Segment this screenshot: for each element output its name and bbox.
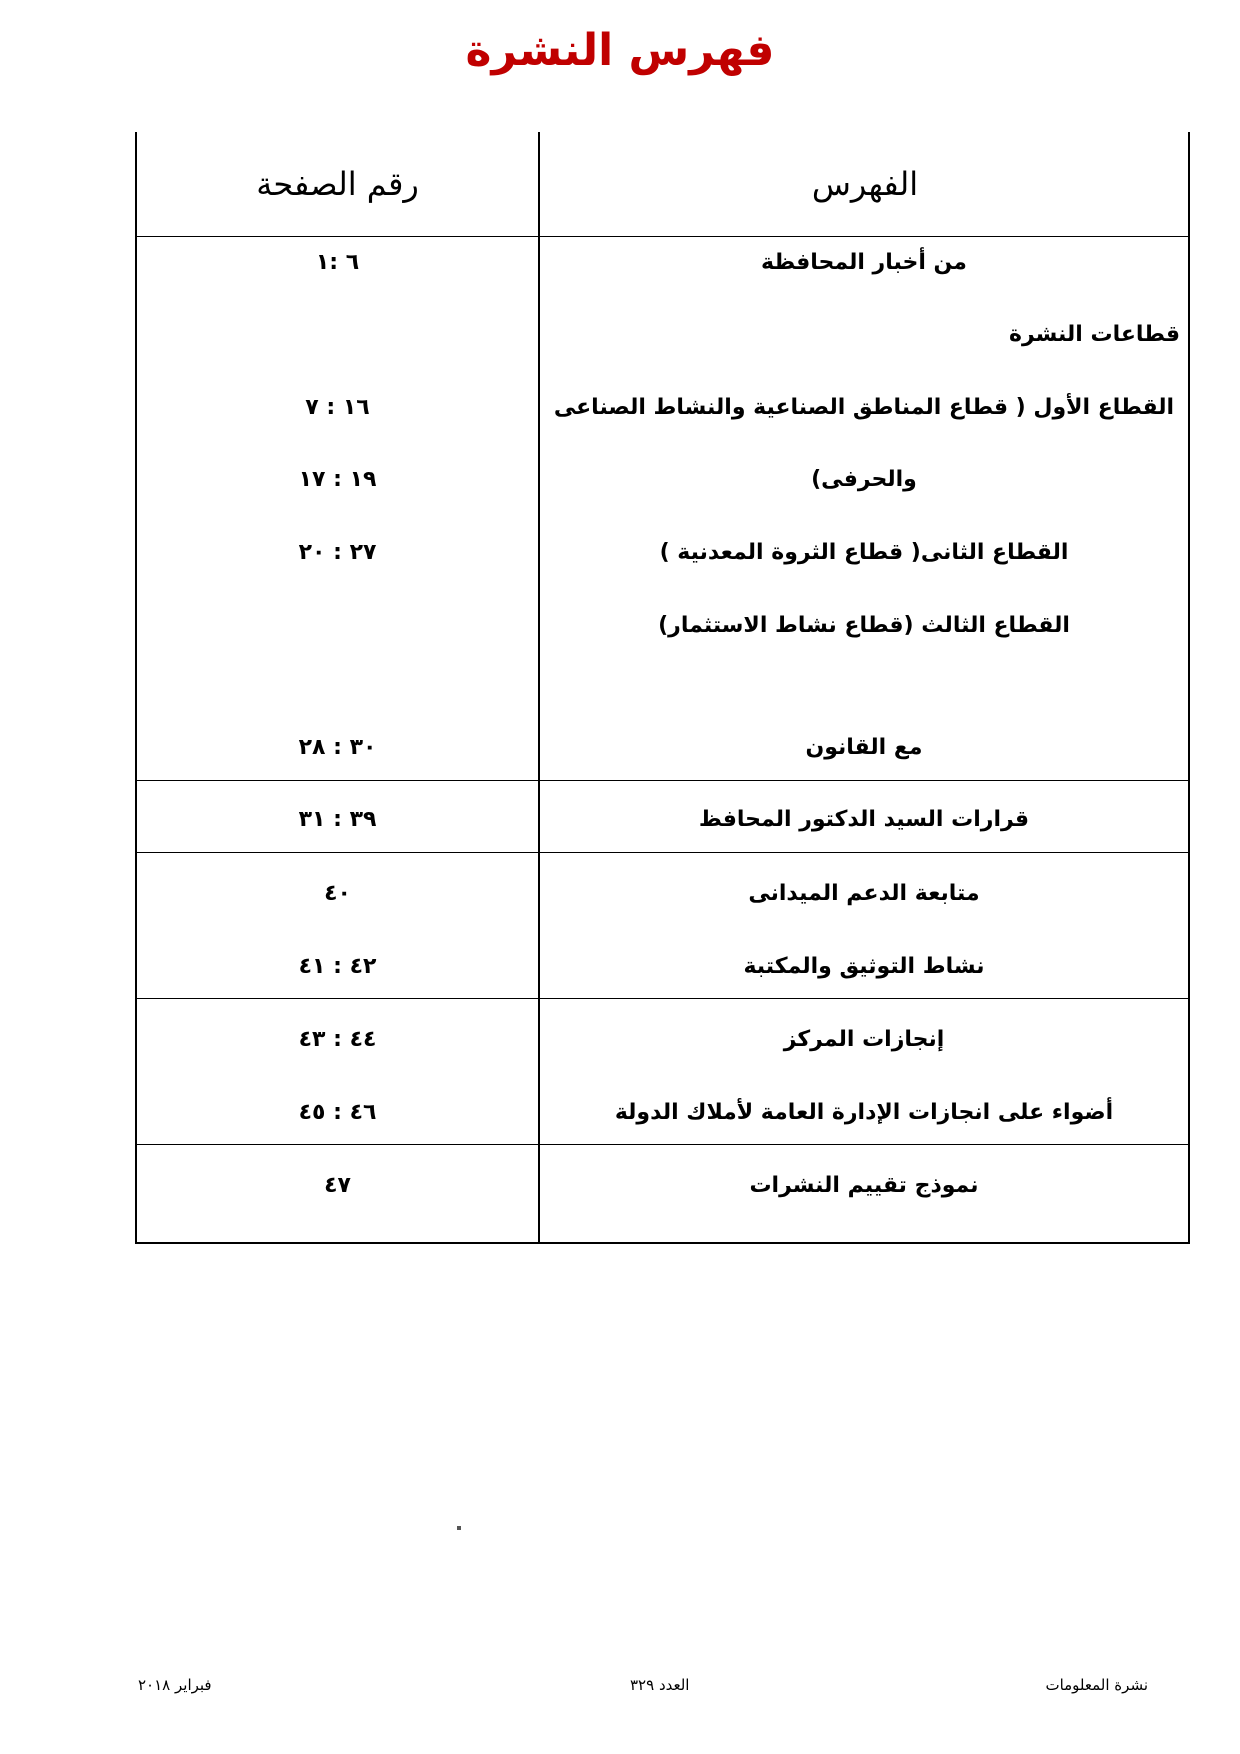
row-pages: ٤٠ [324,881,351,906]
page-title: فهرس النشرة [465,25,775,76]
table-row [137,947,1188,987]
table-row [137,1020,1188,1060]
table-row [137,606,1188,646]
header-page-number: رقم الصفحة [256,165,419,203]
row-pages: ٣٩ : ٣١ [298,807,377,832]
footer-date: فبراير ٢٠١٨ [138,1676,212,1694]
row-title: من أخبار المحافظة [761,250,967,275]
column-divider [538,132,540,1242]
row-title: القطاع الثالث (قطاع نشاط الاستثمار) [658,613,1070,638]
table-row [137,1166,1188,1206]
section-divider [137,1144,1188,1145]
row-pages: ٢٧ : ٢٠ [298,540,377,565]
row-title: القطاع الثانى( قطاع الثروة المعدنية ) [659,540,1069,565]
header-index: الفهرس [811,165,919,203]
row-title: قطاعات النشرة [1009,322,1180,347]
stray-dot [457,1526,461,1530]
row-title: مع القانون [805,735,923,760]
section-divider [137,998,1188,999]
table-row [137,874,1188,914]
row-title: قرارات السيد الدكتور المحافظ [698,807,1030,832]
table-row [137,315,1188,355]
row-title: متابعة الدعم الميدانى [748,881,980,906]
row-pages [137,606,538,646]
row-pages: ٦ :١ [315,250,360,275]
row-pages: ٤٦ : ٤٥ [298,1100,377,1125]
table-row [137,800,1188,840]
table-row [137,388,1188,428]
row-title: القطاع الأول ( قطاع المناطق الصناعية والنشاط الصناعى [553,395,1175,420]
table-row [137,728,1188,768]
footer-publication-name: نشرة المعلومات [1045,1676,1148,1694]
row-title: أضواء على انجازات الإدارة العامة لأملاك الدولة [614,1100,1114,1125]
row-pages: ٤٤ : ٤٣ [298,1027,377,1052]
row-title: نشاط التوثيق والمكتبة [743,954,985,979]
row-pages: ٤٧ [324,1173,351,1198]
table-row [137,460,1188,500]
footer-issue-number: العدد ٣٢٩ [630,1676,690,1694]
table-row [137,533,1188,573]
row-title: إنجازات المركز [783,1027,945,1052]
table-row [137,1093,1188,1133]
row-title: والحرفى) [811,467,917,492]
row-title: نموذج تقييم النشرات [749,1173,979,1198]
section-divider [137,852,1188,853]
row-pages: ٣٠ : ٢٨ [298,735,377,760]
table-row [137,243,1188,283]
row-pages: ٤٢ : ٤١ [298,954,377,979]
row-pages: ١٩ : ١٧ [298,467,377,492]
row-pages [137,315,538,355]
header-divider [137,236,1188,237]
row-pages: ١٦ : ٧ [305,395,370,420]
section-divider [137,780,1188,781]
index-table [135,132,1190,1244]
